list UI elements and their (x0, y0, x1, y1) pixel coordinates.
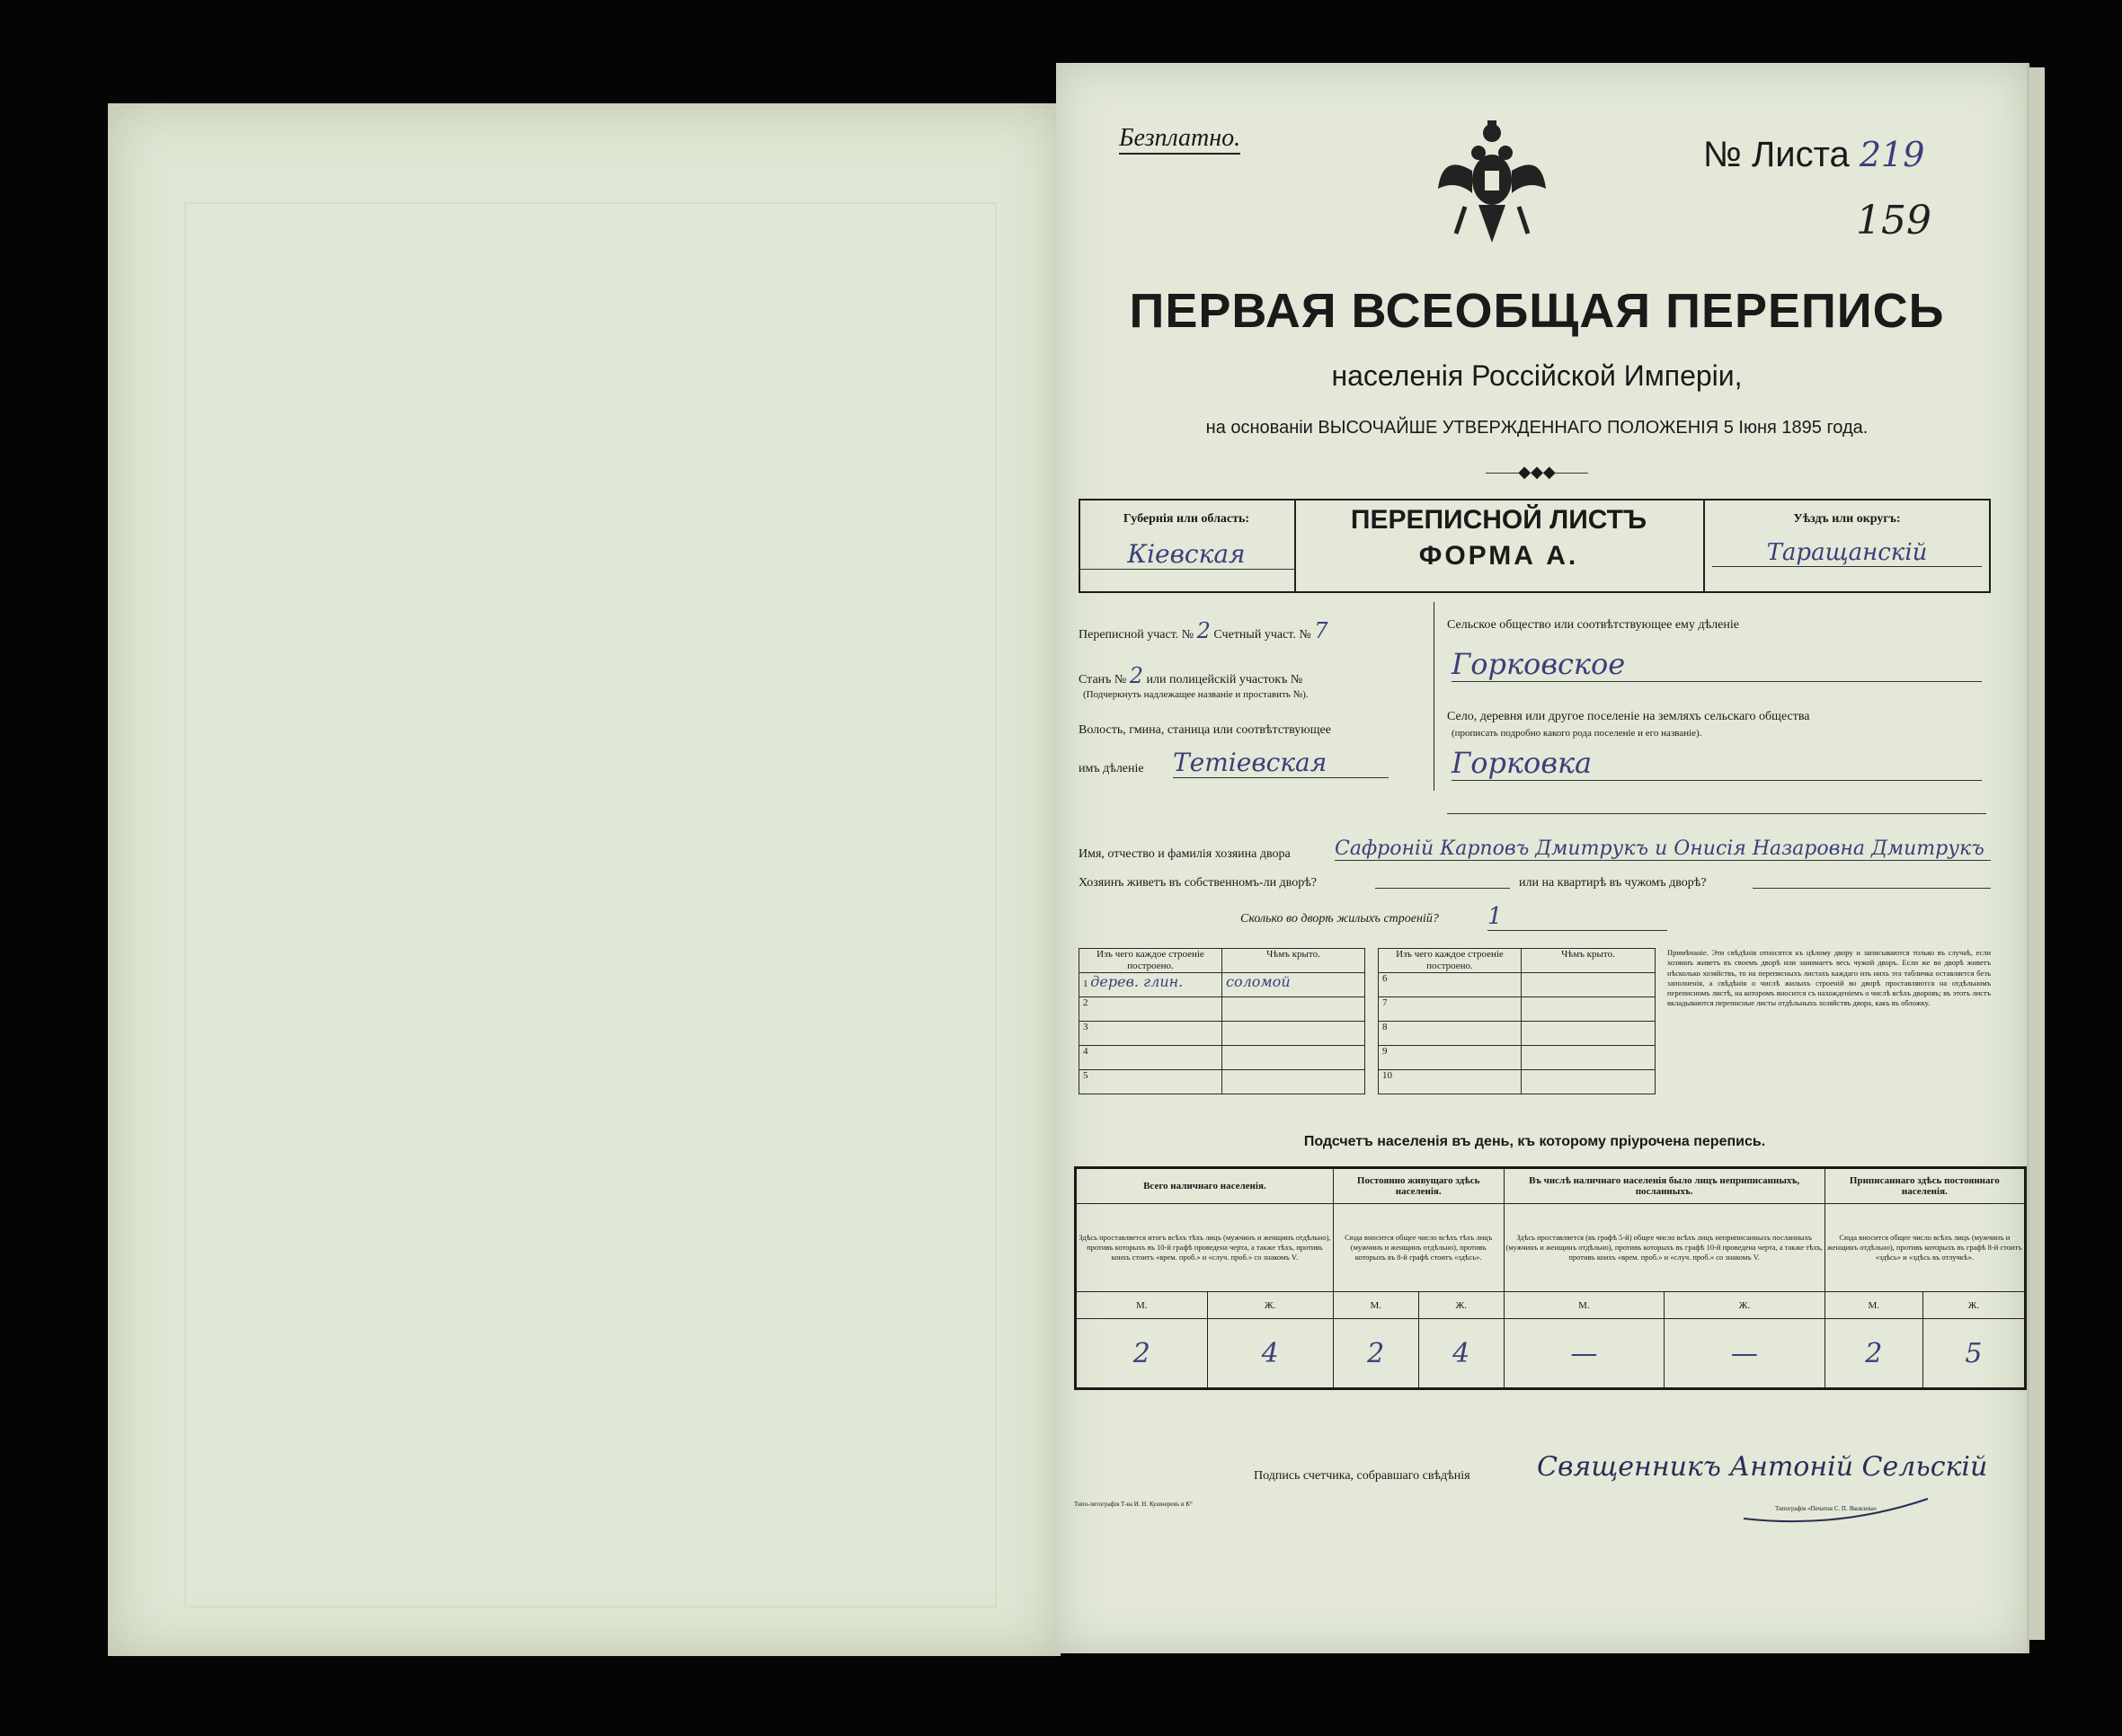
pop-nonregistered-m: — (1504, 1319, 1665, 1389)
pop-total-m: 2 (1076, 1319, 1208, 1389)
volost-label: Волость, гмина, станица или соотвѣтствующее (1079, 723, 1331, 737)
pop-f-label: Ж. (1665, 1292, 1825, 1319)
stan-label: Станъ № (1079, 673, 1127, 686)
stan-value: 2 (1129, 663, 1144, 688)
owner-lives-label: Хозяинъ живетъ въ собственномъ-ли дворѣ? (1079, 876, 1318, 890)
left-blank-page (108, 103, 1061, 1656)
pop-col-resident-desc: Сюда вносится общее число всѣхъ тѣхъ лицъ (мужчинъ и женщинъ отдѣльно), противъ которыхъ въ 8-й графѣ стоитъ «здѣсь». (1333, 1204, 1504, 1292)
row1-roof-value: соломой (1226, 973, 1291, 990)
pop-col-nonregistered-title: Въ числѣ наличнаго населенія было лицъ неприписанныхъ, посланныхъ. (1504, 1168, 1825, 1204)
count-unit-value: 7 (1314, 618, 1328, 643)
census-form-page (1056, 63, 2027, 1653)
pop-col-total-title: Всего наличнаго населенія. (1076, 1168, 1334, 1204)
census-unit-label: Переписной участ. № (1079, 628, 1194, 642)
society-label: Сельское общество или соотвѣтствующее ему дѣленіе (1447, 618, 1739, 632)
volost-label-2: имъ дѣленіе (1079, 762, 1144, 775)
table-row: 6 (1379, 973, 1522, 997)
buildings-value: 1 (1487, 903, 1667, 931)
table-row: 9 (1379, 1046, 1522, 1070)
pop-m-label: М. (1076, 1292, 1208, 1319)
pop-col-registered-title: Приписаннаго здѣсь постояннаго населенія. (1825, 1168, 2025, 1204)
census-unit-row (1079, 618, 1328, 643)
ornament-divider: ——◆◆◆—— (1486, 463, 1588, 481)
count-unit-label: Счетный участ. № (1213, 628, 1311, 642)
printer-right: Типографія «Печатня С. П. Яковлева» (1775, 1505, 1878, 1512)
signature-label: Подпись счетчика, собравшаго свѣдѣнія (1254, 1469, 1470, 1483)
sheet-number (1703, 135, 1924, 175)
page-title: ПЕРВАЯ ВСЕОБЩАЯ ПЕРЕПИСЬ (1129, 284, 1945, 338)
village-note: (прописать подробно какого рода поселеніе и его названіе). (1452, 728, 1702, 739)
pop-total-f: 4 (1207, 1319, 1333, 1389)
table-row: 2 (1079, 997, 1222, 1022)
page-subtitle: населенія Россійской Имперіи, (1331, 359, 1743, 392)
table-row: 1 дерев. глин. (1079, 973, 1222, 997)
table-row: 10 (1379, 1070, 1522, 1094)
owner-lives-tail: или на квартирѣ въ чужомъ дворѣ? (1519, 876, 1707, 890)
row1-building-value: дерев. глин. (1090, 973, 1184, 990)
pop-nonregistered-f: — (1665, 1319, 1825, 1389)
pop-registered-f: 5 (1922, 1319, 2025, 1389)
table-row: 8 (1379, 1022, 1522, 1046)
table-row: 3 (1079, 1022, 1222, 1046)
stan-row (1079, 663, 1302, 688)
col-building-header: Изъ чего каждое строеніе построено. (1079, 949, 1222, 973)
table-row: 5 (1079, 1070, 1222, 1094)
pop-resident-m: 2 (1333, 1319, 1418, 1389)
sheet-number-label: № Листа (1703, 135, 1850, 174)
printer-left: Типо-литографія Т-ва И. Н. Кушнеревъ и К° (1074, 1501, 1193, 1508)
sheet-number-value: 219 (1859, 135, 1925, 174)
legal-basis: на основаніи ВЫСОЧАЙШЕ УТВЕРЖДЕННАГО ПОЛОЖЕНІЯ 5 Іюня 1895 года. (1205, 418, 1869, 438)
gubernia-label: Губернія или область: (1123, 512, 1250, 526)
census-unit-value: 2 (1196, 618, 1211, 643)
col-roof-header-2: Чѣмъ крыто. (1522, 949, 1656, 973)
bleed-through-frame (184, 202, 997, 1608)
table-footnote: Примѣчаніе. Эти свѣдѣнія относятся къ цѣлому двору и записываются только въ случаѣ, если хозяинъ живетъ въ своемъ дворѣ или занимаетъ весь чужой дворъ. Если же во дворѣ живетъ нѣсколько хозяйствъ, то на переписныхъ листахъ каждаго изъ нихъ эта табличка оставляется безъ заполненія, а свѣдѣнія о числѣ жилыхъ строеній во дворѣ проставляются на отдѣльномъ переписномъ листѣ, на которомъ вносится съ нахожденіемъ о числѣ всѣхъ дворовъ; въ этотъ листъ вкладываются переписные листы отдѣльныхъ хозяйствъ двора, какъ въ обложку. (1667, 948, 1991, 1008)
pop-col-total-desc: Здѣсь проставляется итогъ всѣхъ тѣхъ лицъ (мужчинъ и женщинъ отдѣльно), противъ которыхъ въ 10-й графѣ проведена черта, а также тѣхъ, противъ коихъ стоитъ «врем. проб.» и «случ. проб.» со знакомъ V. (1076, 1204, 1334, 1292)
village-value: Горковка (1452, 746, 1982, 781)
signature-value: Священникъ Антоній Сельскій (1537, 1451, 1988, 1483)
society-value: Горковское (1452, 647, 1982, 682)
population-heading: Подсчетъ населенія въ день, къ которому пріурочена перепись. (1303, 1134, 1766, 1149)
uezd-label: Уѣздъ или округъ: (1793, 512, 1901, 526)
village-label: Село, деревня или другое поселеніе на земляхъ сельскаго общества (1447, 710, 1810, 723)
pop-m-label: М. (1333, 1292, 1418, 1319)
pop-col-nonregistered-desc: Здѣсь проставляется (въ графѣ 5-й) общее число всѣхъ лицъ неприписанныхъ посланныхъ (мужчинъ и женщинъ отдѣльно), противъ которыхъ въ графѣ 10-й проведена черта, а также тѣхъ, противъ коихъ «врем. проб.» и «случ. проб.» со знакомъ V. (1504, 1204, 1825, 1292)
col-building-header-2: Изъ чего каждое строеніе построено. (1379, 949, 1522, 973)
owner-name-value: Сафроній Карповъ Дмитрукъ и Онисія Назаровна Дмитрукъ (1335, 837, 1991, 861)
table-row: 4 (1079, 1046, 1222, 1070)
buildings-table (1079, 948, 1656, 1094)
pop-col-registered-desc: Сюда вносится общее число всѣхъ лицъ (мужчинъ и женщинъ отдѣльно), противъ которыхъ въ графѣ 8-й стоитъ «здѣсь» и «здѣсь въ отлучкѣ». (1825, 1204, 2025, 1292)
pop-f-label: Ж. (1207, 1292, 1333, 1319)
gubernia-value: Кіевская (1079, 539, 1294, 570)
sheet-number-extra: 159 (1856, 198, 1931, 244)
buildings-label: Сколько во дворѣ жилыхъ строеній? (1240, 912, 1439, 926)
pop-m-label: М. (1825, 1292, 1922, 1319)
pop-f-label: Ж. (1922, 1292, 2025, 1319)
table-row: 7 (1379, 997, 1522, 1022)
pop-registered-m: 2 (1825, 1319, 1922, 1389)
pop-resident-f: 4 (1418, 1319, 1504, 1389)
stan-tail: или полицейскій участокъ № (1146, 673, 1303, 686)
pop-f-label: Ж. (1418, 1292, 1504, 1319)
imperial-eagle-emblem (1434, 117, 1550, 252)
form-type: ФОРМА А. (1418, 541, 1579, 571)
pop-m-label: М. (1504, 1292, 1665, 1319)
form-title: ПЕРЕПИСНОЙ ЛИСТЪ (1350, 505, 1647, 535)
col-roof-header: Чѣмъ крыто. (1222, 949, 1365, 973)
stan-note: (Подчеркнуть надлежащее названіе и проставить №). (1083, 689, 1309, 700)
owner-name-label: Имя, отчество и фамилія хозяина двора (1079, 847, 1291, 861)
volost-value: Тетіевская (1173, 748, 1389, 778)
population-table (1074, 1166, 2027, 1390)
uezd-value: Таращанскій (1712, 539, 1982, 567)
pop-col-resident-title: Постоянно живущаго здѣсь населенія. (1333, 1168, 1504, 1204)
free-label: Безплатно. (1119, 124, 1240, 155)
